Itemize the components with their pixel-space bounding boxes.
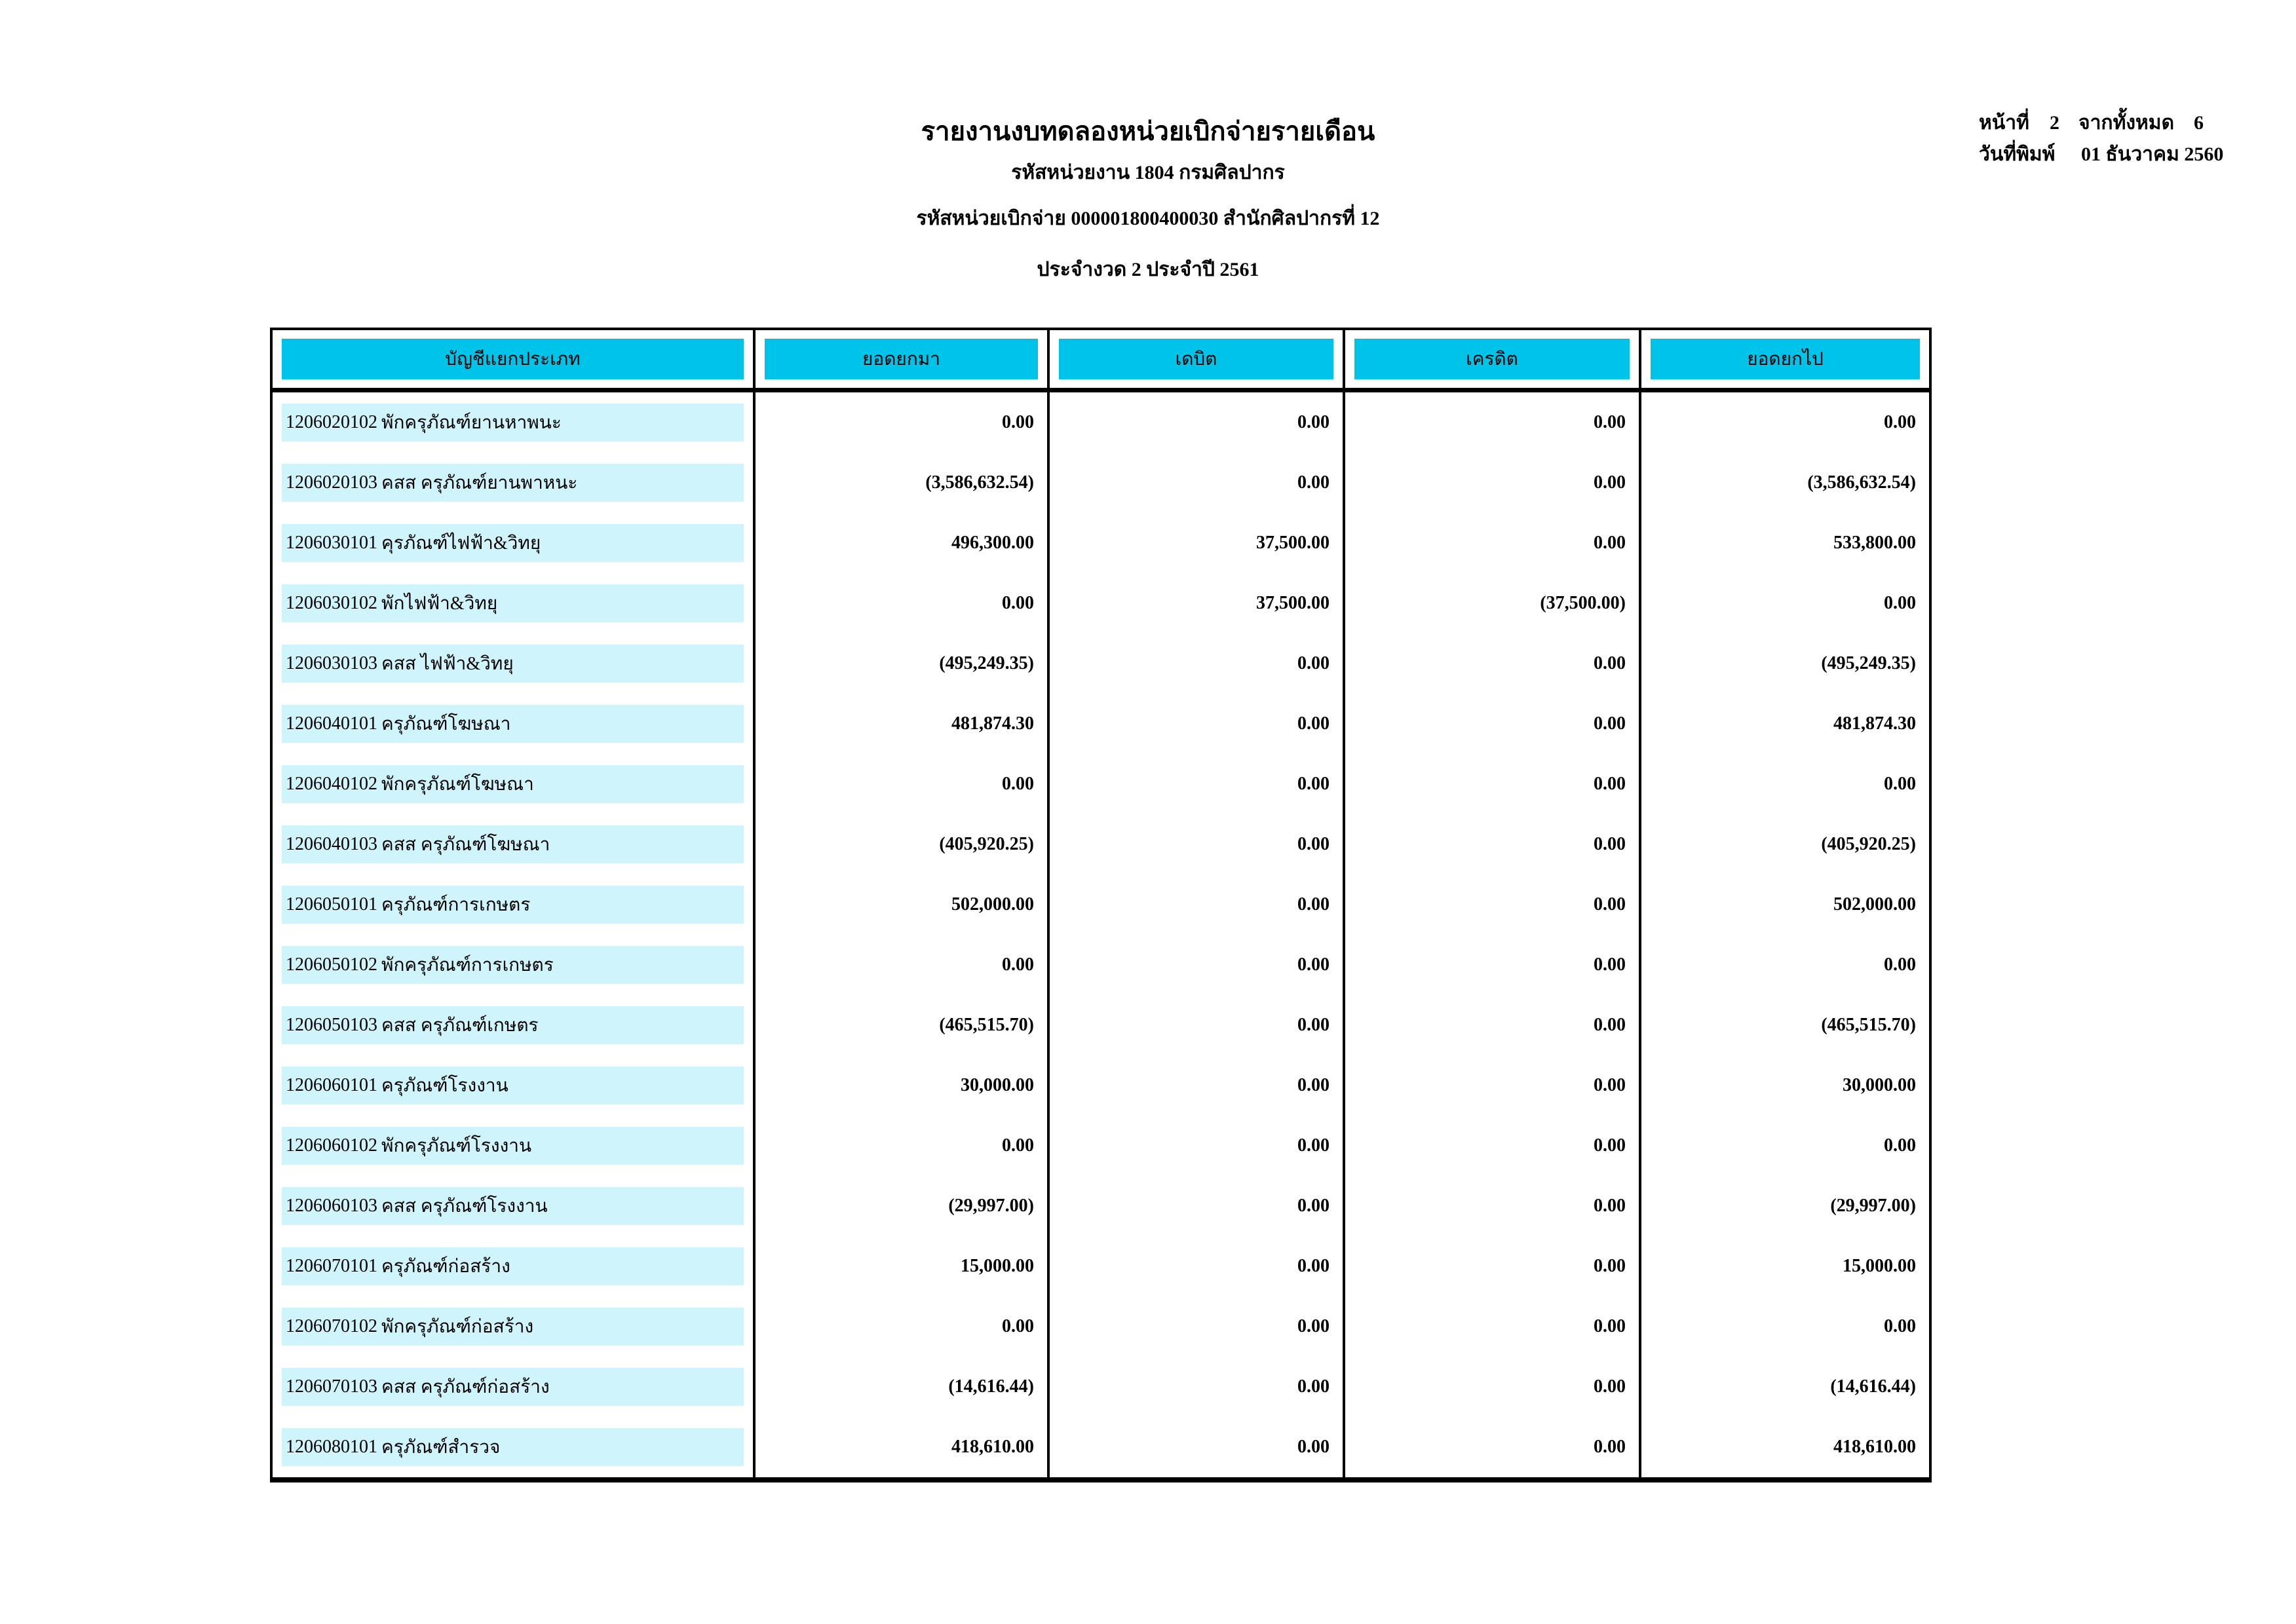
account-id: 1206020102 — [286, 412, 377, 432]
credit-amount: 0.00 — [1343, 995, 1639, 1055]
account-id: 1206040101 — [286, 713, 377, 734]
table-row — [273, 1055, 1929, 1116]
page-number: 2 — [2050, 112, 2059, 134]
carried-forward-amount: 0.00 — [1639, 573, 1929, 633]
account-strip — [282, 946, 744, 984]
credit-amount: (37,500.00) — [1343, 573, 1639, 633]
credit-amount: 0.00 — [1343, 513, 1639, 573]
carried-forward-amount: 418,610.00 — [1639, 1417, 1929, 1477]
header-cell-debit — [1047, 330, 1343, 388]
table-row — [273, 513, 1929, 573]
column-header-account: บัญชีแยกประเภท — [282, 339, 744, 379]
carried-forward-amount: 0.00 — [1639, 935, 1929, 995]
table-row — [273, 633, 1929, 694]
account-strip — [282, 1247, 744, 1285]
carry-forward-amount: 481,874.30 — [753, 694, 1047, 754]
account-id: 1206070102 — [286, 1316, 377, 1336]
credit-amount: 0.00 — [1343, 814, 1639, 875]
debit-amount: 0.00 — [1047, 1176, 1343, 1236]
account-id: 1206070101 — [286, 1256, 377, 1276]
account-strip — [282, 464, 744, 502]
debit-amount: 0.00 — [1047, 694, 1343, 754]
account-id: 1206030102 — [286, 593, 377, 613]
report-title: รายงานงบทดลองหน่วยเบิกจ่ายรายเดือน — [921, 117, 1375, 146]
carry-forward-amount: 15,000.00 — [753, 1236, 1047, 1296]
column-header-credit: เครดิต — [1354, 339, 1630, 379]
account-name: ครุภัณฑ์โฆษณา — [381, 714, 511, 734]
carry-forward-amount: 0.00 — [753, 1296, 1047, 1357]
account-id: 1206020103 — [286, 472, 377, 493]
header-cell-carry-forward — [753, 330, 1047, 388]
account-name: พักครุภัณฑ์โรงงาน — [381, 1136, 532, 1156]
header-cell-account — [273, 330, 753, 388]
column-header-balance: ยอดยกไป — [1651, 339, 1920, 379]
account-strip — [282, 1368, 744, 1406]
account-name: คสส ไฟฟ้า&วิทยุ — [381, 654, 514, 674]
account-strip — [282, 825, 744, 863]
table-row — [273, 694, 1929, 754]
table-header-row — [273, 330, 1929, 388]
carried-forward-amount: (495,249.35) — [1639, 633, 1929, 694]
credit-amount: 0.00 — [1343, 1417, 1639, 1477]
print-date-row — [1979, 139, 2223, 170]
page-info — [1979, 107, 2223, 170]
account-id: 1206030103 — [286, 653, 377, 673]
table-row — [273, 1296, 1929, 1357]
print-date-label: วันที่พิมพ์ — [1979, 143, 2056, 165]
carried-forward-amount: 502,000.00 — [1639, 875, 1929, 935]
debit-amount: 0.00 — [1047, 633, 1343, 694]
carry-forward-amount: 30,000.00 — [753, 1055, 1047, 1116]
account-cell — [273, 935, 753, 995]
account-name: ครุภัณฑ์การเกษตร — [381, 895, 531, 915]
debit-amount: 0.00 — [1047, 935, 1343, 995]
account-cell — [273, 392, 753, 453]
header-divider — [273, 388, 1929, 392]
agency-code-line: รหัสหน่วยงาน 1804 กรมศิลปากร — [1011, 162, 1285, 183]
account-strip — [282, 645, 744, 683]
account-cell — [273, 1236, 753, 1296]
debit-amount: 0.00 — [1047, 995, 1343, 1055]
account-name: คสส ครุภัณฑ์ก่อสร้าง — [381, 1377, 550, 1397]
account-cell — [273, 1116, 753, 1176]
total-pages-label: จากทั้งหมด — [2078, 112, 2175, 134]
account-cell — [273, 1417, 753, 1477]
account-id: 1206050102 — [286, 954, 377, 975]
table-row — [273, 1357, 1929, 1417]
account-cell — [273, 694, 753, 754]
carry-forward-amount: 496,300.00 — [753, 513, 1047, 573]
carried-forward-amount: (29,997.00) — [1639, 1176, 1929, 1236]
credit-amount: 0.00 — [1343, 1055, 1639, 1116]
table-row — [273, 814, 1929, 875]
account-name: พักครุภัณฑ์ก่อสร้าง — [381, 1317, 534, 1337]
account-id: 1206030101 — [286, 533, 377, 553]
account-id: 1206060101 — [286, 1075, 377, 1095]
account-cell — [273, 573, 753, 633]
account-id: 1206080101 — [286, 1437, 377, 1457]
total-pages: 6 — [2194, 112, 2204, 134]
carried-forward-amount: 481,874.30 — [1639, 694, 1929, 754]
account-cell — [273, 875, 753, 935]
credit-amount: 0.00 — [1343, 935, 1639, 995]
account-cell — [273, 1296, 753, 1357]
credit-amount: 0.00 — [1343, 875, 1639, 935]
account-strip — [282, 1067, 744, 1105]
table-row — [273, 1116, 1929, 1176]
credit-amount: 0.00 — [1343, 754, 1639, 814]
account-cell — [273, 633, 753, 694]
account-name: คสส ครุภัณฑ์เกษตร — [381, 1015, 539, 1036]
table-row — [273, 754, 1929, 814]
account-name: พักไฟฟ้า&วิทยุ — [381, 594, 498, 614]
trial-balance-table — [270, 328, 1932, 1482]
account-id: 1206060102 — [286, 1135, 377, 1156]
account-strip — [282, 584, 744, 622]
print-date: 01 ธันวาคม 2560 — [2081, 143, 2224, 165]
carried-forward-amount: 0.00 — [1639, 392, 1929, 453]
carry-forward-amount: 0.00 — [753, 392, 1047, 453]
table-row — [273, 935, 1929, 995]
debit-amount: 0.00 — [1047, 392, 1343, 453]
account-name: คสส ครุภัณฑ์ยานพาหนะ — [381, 473, 578, 493]
credit-amount: 0.00 — [1343, 633, 1639, 694]
carried-forward-amount: 15,000.00 — [1639, 1236, 1929, 1296]
carry-forward-amount: 0.00 — [753, 935, 1047, 995]
carry-forward-amount: (465,515.70) — [753, 995, 1047, 1055]
table-row — [273, 453, 1929, 513]
credit-amount: 0.00 — [1343, 1116, 1639, 1176]
carry-forward-amount: (495,249.35) — [753, 633, 1047, 694]
account-cell — [273, 814, 753, 875]
account-strip — [282, 886, 744, 924]
account-name: พักครุภัณฑ์ยานหาพนะ — [381, 413, 562, 433]
debit-amount: 0.00 — [1047, 1357, 1343, 1417]
debit-amount: 37,500.00 — [1047, 513, 1343, 573]
account-name: พักครุภัณฑ์โฆษณา — [381, 774, 534, 795]
credit-amount: 0.00 — [1343, 1176, 1639, 1236]
credit-amount: 0.00 — [1343, 1357, 1639, 1417]
table-row — [273, 1176, 1929, 1236]
carried-forward-amount: 0.00 — [1639, 754, 1929, 814]
carry-forward-amount: (405,920.25) — [753, 814, 1047, 875]
account-strip — [282, 1308, 744, 1346]
account-cell — [273, 1357, 753, 1417]
account-cell — [273, 513, 753, 573]
carry-forward-amount: 418,610.00 — [753, 1417, 1047, 1477]
carry-forward-amount: 0.00 — [753, 573, 1047, 633]
carried-forward-amount: (465,515.70) — [1639, 995, 1929, 1055]
header-cell-balance — [1639, 330, 1929, 388]
account-name: ครุภัณฑ์ก่อสร้าง — [381, 1256, 510, 1277]
column-header-debit: เดบิต — [1059, 339, 1333, 379]
account-strip — [282, 1428, 744, 1466]
table-row — [273, 573, 1929, 633]
table-row — [273, 392, 1929, 453]
account-strip — [282, 705, 744, 743]
account-name: คุรภัณฑ์ไฟฟ้า&วิทยุ — [381, 533, 541, 554]
account-id: 1206050101 — [286, 894, 377, 915]
carry-forward-amount: 502,000.00 — [753, 875, 1047, 935]
credit-amount: 0.00 — [1343, 1236, 1639, 1296]
carry-forward-amount: (14,616.44) — [753, 1357, 1047, 1417]
debit-amount: 0.00 — [1047, 814, 1343, 875]
account-name: ครุภัณฑ์สำรวจ — [381, 1437, 501, 1458]
account-strip — [282, 404, 744, 442]
carried-forward-amount: (405,920.25) — [1639, 814, 1929, 875]
disbursement-unit-line: รหัสหน่วยเบิกจ่าย 000001800400030 สำนักศิลปากรที่ 12 — [916, 208, 1380, 229]
carried-forward-amount: 533,800.00 — [1639, 513, 1929, 573]
account-strip — [282, 1187, 744, 1225]
page-number-row — [1979, 107, 2223, 139]
period-line: ประจำงวด 2 ประจำปี 2561 — [1037, 259, 1259, 280]
debit-amount: 0.00 — [1047, 1417, 1343, 1477]
account-id: 1206070103 — [286, 1376, 377, 1397]
debit-amount: 0.00 — [1047, 1236, 1343, 1296]
debit-amount: 37,500.00 — [1047, 573, 1343, 633]
table-row — [273, 1417, 1929, 1477]
credit-amount: 0.00 — [1343, 392, 1639, 453]
account-cell — [273, 453, 753, 513]
table-row — [273, 1236, 1929, 1296]
column-header-carry-forward: ยอดยกมา — [765, 339, 1038, 379]
carried-forward-amount: 30,000.00 — [1639, 1055, 1929, 1116]
header-cell-credit — [1343, 330, 1639, 388]
table-row — [273, 995, 1929, 1055]
account-id: 1206040102 — [286, 774, 377, 794]
table-body — [273, 392, 1929, 1477]
account-id: 1206040103 — [286, 834, 377, 854]
account-cell — [273, 1176, 753, 1236]
account-strip — [282, 1006, 744, 1044]
account-cell — [273, 1055, 753, 1116]
carry-forward-amount: 0.00 — [753, 754, 1047, 814]
account-cell — [273, 754, 753, 814]
account-name: พักครุภัณฑ์การเกษตร — [381, 955, 554, 975]
carry-forward-amount: (29,997.00) — [753, 1176, 1047, 1236]
carry-forward-amount: (3,586,632.54) — [753, 453, 1047, 513]
credit-amount: 0.00 — [1343, 453, 1639, 513]
carried-forward-amount: 0.00 — [1639, 1116, 1929, 1176]
account-cell — [273, 995, 753, 1055]
account-name: คสส ครุภัณฑ์โฆษณา — [381, 835, 550, 855]
credit-amount: 0.00 — [1343, 694, 1639, 754]
debit-amount: 0.00 — [1047, 875, 1343, 935]
carried-forward-amount: (14,616.44) — [1639, 1357, 1929, 1417]
account-name: คสส ครุภัณฑ์โรงงาน — [381, 1196, 548, 1217]
debit-amount: 0.00 — [1047, 1116, 1343, 1176]
credit-amount: 0.00 — [1343, 1296, 1639, 1357]
debit-amount: 0.00 — [1047, 1055, 1343, 1116]
carried-forward-amount: 0.00 — [1639, 1296, 1929, 1357]
account-strip — [282, 1127, 744, 1165]
account-strip — [282, 524, 744, 562]
account-id: 1206060103 — [286, 1196, 377, 1216]
carried-forward-amount: (3,586,632.54) — [1639, 453, 1929, 513]
account-strip — [282, 765, 744, 803]
account-name: ครุภัณฑ์โรงงาน — [381, 1076, 508, 1096]
table-row — [273, 875, 1929, 935]
carry-forward-amount: 0.00 — [753, 1116, 1047, 1176]
debit-amount: 0.00 — [1047, 754, 1343, 814]
page-label: หน้าที่ — [1979, 112, 2029, 134]
account-id: 1206050103 — [286, 1015, 377, 1035]
debit-amount: 0.00 — [1047, 1296, 1343, 1357]
debit-amount: 0.00 — [1047, 453, 1343, 513]
